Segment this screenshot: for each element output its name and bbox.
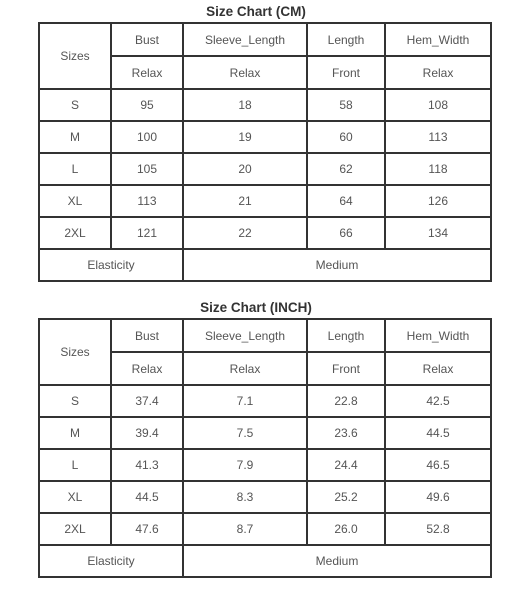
value-cell: 121	[111, 217, 183, 249]
table-row	[39, 89, 491, 121]
value-cell: 46.5	[385, 449, 491, 481]
value-cell: 21	[183, 185, 307, 217]
elasticity-row	[39, 545, 491, 577]
value-cell: 18	[183, 89, 307, 121]
value-cell: 62	[307, 153, 385, 185]
size-cell: S	[39, 89, 111, 121]
value-cell: 66	[307, 217, 385, 249]
value-cell: 113	[111, 185, 183, 217]
subheader-cell: Relax	[385, 352, 491, 385]
header-cell: Bust	[111, 319, 183, 352]
value-cell: 7.9	[183, 449, 307, 481]
size-chart-inch-title: Size Chart (INCH)	[200, 300, 312, 315]
value-cell: 23.6	[307, 417, 385, 449]
subheader-cell: Relax	[183, 352, 307, 385]
value-cell: 25.2	[307, 481, 385, 513]
sizes-header: Sizes	[39, 319, 111, 385]
value-cell: 49.6	[385, 481, 491, 513]
table-row	[39, 121, 491, 153]
table-row	[39, 481, 491, 513]
header-cell: Length	[307, 23, 385, 56]
value-cell: 42.5	[385, 385, 491, 417]
value-cell: 47.6	[111, 513, 183, 545]
table-row	[39, 385, 491, 417]
subheader-cell: Front	[307, 56, 385, 89]
value-cell: 7.1	[183, 385, 307, 417]
subheader-cell: Relax	[111, 352, 183, 385]
size-cell: L	[39, 153, 111, 185]
header-cell: Hem_Width	[385, 319, 491, 352]
value-cell: 113	[385, 121, 491, 153]
table-row	[39, 153, 491, 185]
value-cell: 20	[183, 153, 307, 185]
size-cell: 2XL	[39, 513, 111, 545]
table-row	[39, 185, 491, 217]
sizes-header: Sizes	[39, 23, 111, 89]
size-chart-cm-table	[38, 22, 492, 282]
value-cell: 22.8	[307, 385, 385, 417]
value-cell: 39.4	[111, 417, 183, 449]
table-row	[39, 417, 491, 449]
value-cell: 8.3	[183, 481, 307, 513]
value-cell: 22	[183, 217, 307, 249]
value-cell: 19	[183, 121, 307, 153]
value-cell: 8.7	[183, 513, 307, 545]
value-cell: 64	[307, 185, 385, 217]
elasticity-label: Elasticity	[39, 545, 183, 577]
value-cell: 26.0	[307, 513, 385, 545]
size-chart-cm-title: Size Chart (CM)	[206, 4, 306, 19]
size-cell: XL	[39, 185, 111, 217]
elasticity-value: Medium	[183, 249, 491, 281]
header-cell: Sleeve_Length	[183, 23, 307, 56]
value-cell: 100	[111, 121, 183, 153]
size-cell: L	[39, 449, 111, 481]
value-cell: 52.8	[385, 513, 491, 545]
value-cell: 24.4	[307, 449, 385, 481]
value-cell: 134	[385, 217, 491, 249]
table-row	[39, 217, 491, 249]
size-cell: S	[39, 385, 111, 417]
header-cell: Bust	[111, 23, 183, 56]
value-cell: 44.5	[385, 417, 491, 449]
value-cell: 44.5	[111, 481, 183, 513]
header-cell: Sleeve_Length	[183, 319, 307, 352]
header-row	[39, 23, 491, 56]
header-cell: Hem_Width	[385, 23, 491, 56]
header-cell: Length	[307, 319, 385, 352]
table-row	[39, 449, 491, 481]
size-cell: M	[39, 417, 111, 449]
value-cell: 7.5	[183, 417, 307, 449]
value-cell: 95	[111, 89, 183, 121]
value-cell: 126	[385, 185, 491, 217]
header-row	[39, 319, 491, 352]
value-cell: 118	[385, 153, 491, 185]
size-cell: M	[39, 121, 111, 153]
size-chart-inch-table	[38, 318, 492, 578]
table-row	[39, 513, 491, 545]
value-cell: 37.4	[111, 385, 183, 417]
size-cell: 2XL	[39, 217, 111, 249]
elasticity-label: Elasticity	[39, 249, 183, 281]
subheader-cell: Relax	[183, 56, 307, 89]
value-cell: 41.3	[111, 449, 183, 481]
size-cell: XL	[39, 481, 111, 513]
subheader-cell: Relax	[111, 56, 183, 89]
value-cell: 105	[111, 153, 183, 185]
value-cell: 108	[385, 89, 491, 121]
elasticity-value: Medium	[183, 545, 491, 577]
value-cell: 60	[307, 121, 385, 153]
subheader-cell: Relax	[385, 56, 491, 89]
elasticity-row	[39, 249, 491, 281]
value-cell: 58	[307, 89, 385, 121]
subheader-cell: Front	[307, 352, 385, 385]
